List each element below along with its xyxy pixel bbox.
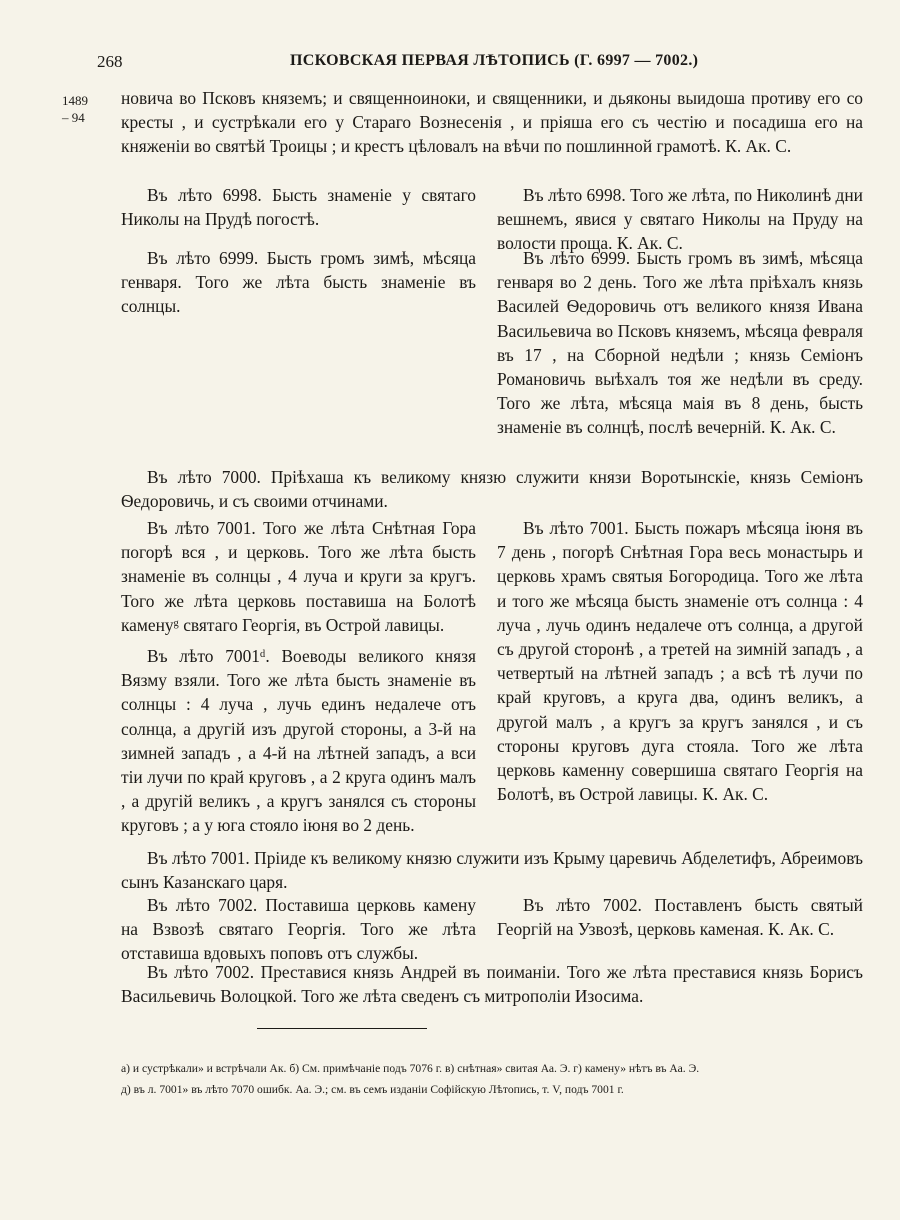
footnote-line-1: а) и сустрѣкали» и встрѣчали Ак. б) См. примѣчаніе подъ 7076 г. в) снѣтная» свитая Аа. Э. г) камену» нѣтъ въ Аа. Э. bbox=[121, 1062, 700, 1075]
page-number: 268 bbox=[97, 52, 123, 71]
paragraph-left-7002: Въ лѣто 7002. Поставиша церковь камену на Взвозѣ святаго Георгія. Того же лѣта отставиша вдовыхъ поповъ отъ службы. bbox=[121, 895, 476, 964]
paragraph-right-6998: Въ лѣто 6998. Того же лѣта, по Николинѣ дни вешнемъ, явися у святаго Николы на Пруду на волости проща. К. Ак. С. bbox=[497, 185, 863, 254]
paragraph-left-7001-b: Въ лѣто 7001ᵈ. Воеводы великого князя Вязму взяли. Того же лѣта бысть знаменіе въ солнцы : 4 луча , лучь единъ недалече отъ солнца, а другій изъ другой стороны, а 3-й на зимней западъ , а 4-й на лѣтней западъ, а вси тіи лучи по край круговъ , а 2 круга одинъ малъ , а другій великъ , а кругъ занялся съ стороны круговъ ; а у юга стояло іюня во 2 день. bbox=[121, 646, 476, 836]
footnotes bbox=[121, 1058, 881, 1100]
paragraph-right-6999: Въ лѣто 6999. Бысть громъ въ зимѣ, мѣсяца генваря во 2 день. Того же лѣта пріѣхалъ князь Василей Ѳедоровичь отъ великого князя Ивана Васильевича во Псковъ княземъ, мѣсяца февраля въ 17 , на Сборной недѣли ; князь Семіонъ Романовичь выѣхалъ тоя же недѣли въ среду. Того же лѣта, мѣсяца маія въ 8 день, бысть знаменіе въ солнцѣ, послѣ вечерній. К. Ак. С. bbox=[497, 248, 863, 438]
margin-year-start: 1489 bbox=[62, 93, 88, 108]
margin-year-end: – 94 bbox=[62, 110, 85, 125]
running-title: ПСКОВСКАЯ ПЕРВАЯ ЛѢТОПИСЬ (Г. 6997 — 7002.) bbox=[290, 52, 699, 69]
paragraph-left-6998: Въ лѣто 6998. Бысть знаменіе у святаго Николы на Прудѣ погостѣ. bbox=[121, 185, 476, 230]
paragraph-opening: новича во Псковъ княземъ; и священноиноки, и священники, и дьяконы выидоша противу его со кресты , и сустрѣкали его у Стараго Вознесенія , и пріяша его съ честію и посадиша его на княженіи во святѣй Троицы ; и крестъ цѣловалъ на вѣчи по пошлинной грамотѣ. К. Ак. С. bbox=[121, 88, 863, 157]
footnote-divider bbox=[257, 1028, 427, 1029]
paragraph-full-7000: Въ лѣто 7000. Пріѣхаша къ великому князю служити князи Воротынскіе, князь Семіонъ Ѳедоровичь, и съ своими отчинами. bbox=[121, 467, 863, 512]
page-header bbox=[0, 52, 900, 76]
paragraph-left-7001-a: Въ лѣто 7001. Того же лѣта Снѣтная Гора погорѣ вся , и церковь. Того же лѣта бысть знаменіе въ солнцы , 4 луча и круги за кругъ. Того же лѣта церковь поставиша на Болотѣ каменуᵍ святаго Георгія, въ Острой лавицы. bbox=[121, 518, 476, 635]
paragraph-right-7001: Въ лѣто 7001. Бысть пожаръ мѣсяца іюня въ 7 день , погорѣ Снѣтная Гора весь монастырь и церковь храмъ святыя Богородица. Того же лѣта и того же мѣсяца бысть знаменіе отъ солнца : 4 луча , лучь одинъ недалече отъ солнца, а другой съ другой сторонѣ , а третей на зимній западъ , а четвертый на лѣтней западъ ; а всѣ тѣ лучи по край круговъ, а круга два, одинъ великъ, а другой малъ , а кругъ за кругъ занялся , и съ стороны круговъ дуга стояла. Того же лѣта церковь каменну совершиша святаго Георгія на Болотѣ, въ Острой лавицы. К. Ак. С. bbox=[497, 518, 863, 805]
paragraph-full-7002: Въ лѣто 7002. Преставися князь Андрей въ поиманіи. Того же лѣта преставися князь Борисъ Васильевичь Волоцкой. Того же лѣта сведенъ съ митрополіи Изосима. bbox=[121, 962, 863, 1007]
paragraph-full-7001: Въ лѣто 7001. Пріиде къ великому князю служити изъ Крыму царевичь Абделетифъ, Абреимовъ сынъ Казанскаго царя. bbox=[121, 848, 863, 893]
paragraph-left-6999: Въ лѣто 6999. Бысть громъ зимѣ, мѣсяца генваря. Того же лѣта бысть знаменіе въ солнцы. bbox=[121, 248, 476, 317]
margin-year-range bbox=[62, 92, 88, 126]
paragraph-right-7002: Въ лѣто 7002. Поставленъ бысть святый Георгій на Узвозѣ, церковь каменая. К. Ак. С. bbox=[497, 895, 863, 940]
footnote-line-2: д) въ л. 7001» въ лѣто 7070 ошибк. Аа. Э.; см. въ семъ изданіи Софійскую Лѣтопись, т. V, подъ 7001 г. bbox=[121, 1083, 624, 1096]
